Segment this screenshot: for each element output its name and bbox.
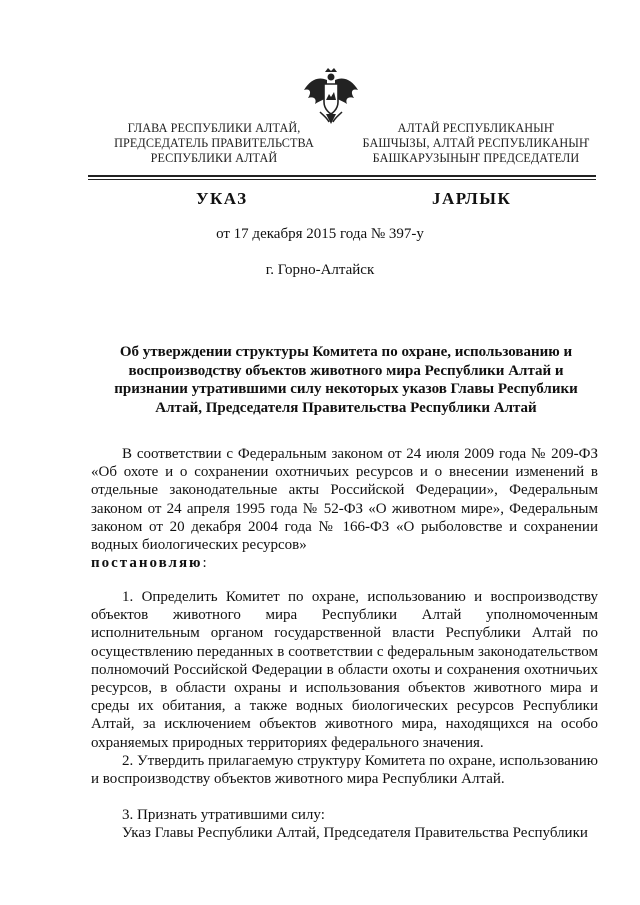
clause-3 [91, 806, 598, 824]
header-left-line: ГЛАВА РЕСПУБЛИКИ АЛТАЙ, [127, 121, 301, 135]
decree-city: г. Горно-Алтайск [265, 262, 375, 278]
decree-date: от 17 декабря 2015 года № 397-у [216, 226, 424, 242]
preamble-text: В соответствии с Федеральным законом от 24 июля 2009 года № 209-ФЗ «Об охоте и о сохранении охотничьих ресурсов и о внесении изменений в отдельные законодательные акты Российской Федерации», Федеральным законом от 24 апреля 1995 года № 52-ФЗ «О животном мире», Федеральным законом от 20 декабря 2004 года № 166-ФЗ «О рыболовстве и сохранении водных биологических ресурсов» [91, 446, 598, 554]
clause-text: 2. Утвердить прилагаемую структуру Комитета по охране, использованию и воспроизводству объектов животного мира Республики Алтай. [91, 753, 598, 788]
header-right-line: АЛТАЙ РЕСПУБЛИКАНЫҤ [397, 121, 555, 135]
clause-text: 1. Определить Комитет по охране, использованию и воспроизводству объектов животного мира Республики Алтай уполномоченным исполнительным органом государственной власти Республики Алтай по осуществлению переданных в соответствии с федеральным законодательством полномочий Российской Федерации в области охоты и сохранения охотничьих ресурсов, в области охраны и использования объектов животного мира и среды их обитания, а также водных биологических ресурсов Республики Алтай, за исключением объектов животного мира, находящихся на особо охраняемых природных территориях федерального значения. [91, 589, 598, 751]
header-right-line: БАШЧЫЗЫ, АЛТАЙ РЕСПУБЛИКАНЫҤ [362, 136, 590, 150]
clause-3-entry [91, 824, 598, 842]
header-divider-thick [88, 175, 596, 177]
header-left-line: ПРЕДСЕДАТЕЛЬ ПРАВИТЕЛЬСТВА [114, 136, 314, 150]
header-right-line: БАШКАРУЗЫНЫҤ ПРЕДСЕДАТЕЛИ [372, 151, 580, 165]
clause-text: 3. Признать утратившими силу: [122, 807, 325, 823]
clause-1 [91, 588, 598, 752]
clause-text: Указ Главы Республики Алтай, Председателя Правительства Республики [122, 825, 588, 841]
altai-eagle-emblem-icon [300, 66, 362, 128]
decree-colon: : [202, 555, 207, 572]
clause-2 [91, 752, 598, 788]
decree-label-altai: JАРЛЫК [432, 189, 512, 208]
preamble-paragraph [91, 445, 598, 572]
header-left-issuer [108, 121, 320, 166]
header-right-issuer [340, 121, 612, 166]
header-left-line: РЕСПУБЛИКИ АЛТАЙ [150, 151, 278, 165]
header-divider-thin [88, 179, 596, 180]
document-title: Об утверждении структуры Комитета по охране, использованию и воспроизводству объектов животного мира Республики Алтай и признании утратившими силу некоторых указов Главы Республики Алтай, Председателя Правительства Республики Алтай [114, 344, 578, 416]
decree-word: постановляю [91, 555, 203, 572]
decree-label-russian: УКАЗ [196, 189, 248, 208]
